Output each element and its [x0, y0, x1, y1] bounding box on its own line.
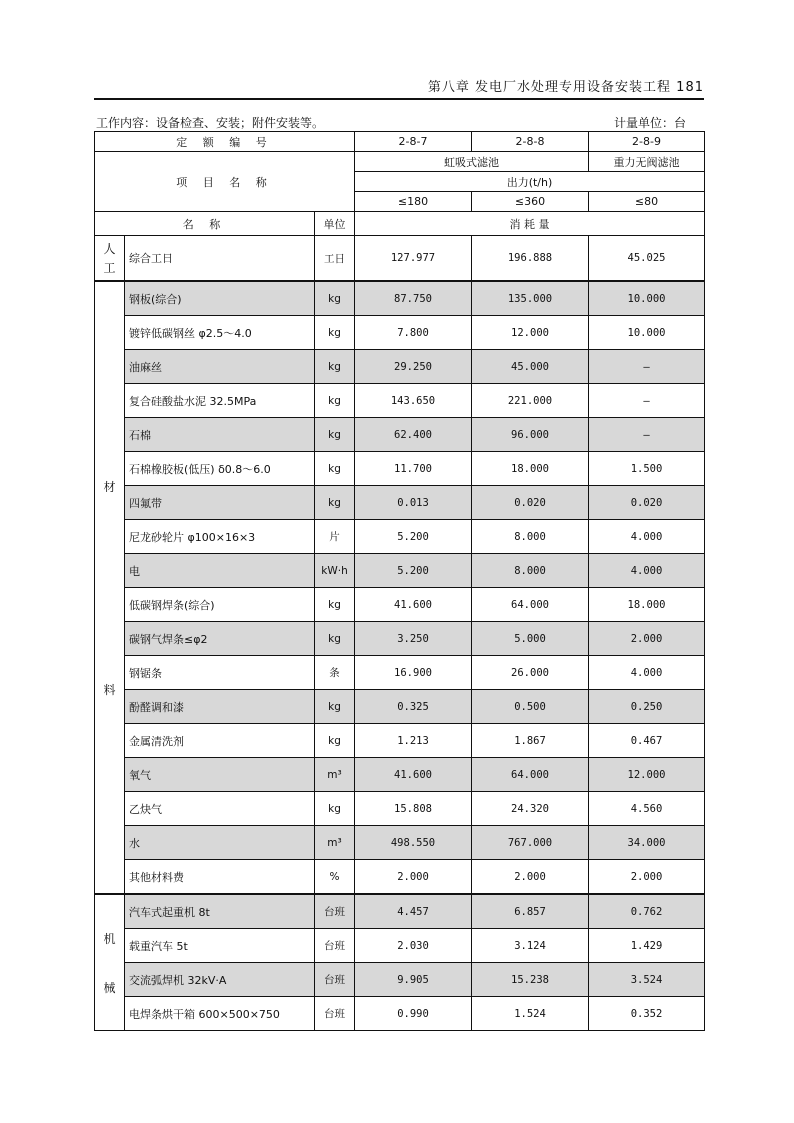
machines-row [95, 929, 705, 963]
item-name: 镀锌低碳钢丝 φ2.5～4.0 [125, 316, 315, 350]
code-row [95, 132, 705, 152]
item-name: 氧气 [125, 758, 315, 792]
code-3: 2-8-9 [589, 132, 705, 152]
item-value: 0.500 [472, 690, 589, 724]
item-value: 1.429 [589, 929, 705, 963]
materials-row [95, 452, 705, 486]
item-value: 10.000 [589, 281, 705, 316]
labor-row [95, 236, 705, 282]
item-value: 4.457 [355, 894, 472, 929]
materials-row [95, 554, 705, 588]
item-unit: 片 [315, 520, 355, 554]
category-labor-chars [95, 237, 124, 279]
item-value: 4.000 [589, 520, 705, 554]
item-unit: 台班 [315, 997, 355, 1031]
item-unit: 台班 [315, 894, 355, 929]
item-name: 酚醛调和漆 [125, 690, 315, 724]
item-value: 45.000 [472, 350, 589, 384]
item-value: 96.000 [472, 418, 589, 452]
item-value: 24.320 [472, 792, 589, 826]
item-value: — [589, 418, 705, 452]
item-value: 10.000 [589, 316, 705, 350]
item-value: 41.600 [355, 588, 472, 622]
type-siphon: 虹吸式滤池 [355, 152, 589, 172]
item-value: 64.000 [472, 758, 589, 792]
item-value: 12.000 [589, 758, 705, 792]
item-unit: kg [315, 690, 355, 724]
item-unit: kg [315, 316, 355, 350]
item-value: 2.000 [472, 860, 589, 895]
item-name: 碳钢气焊条≤φ2 [125, 622, 315, 656]
column-header-row [95, 212, 705, 236]
capacity-1: ≤180 [355, 192, 472, 212]
category-labor-char: 人 [103, 241, 116, 256]
item-value: 6.857 [472, 894, 589, 929]
item-value: 41.600 [355, 758, 472, 792]
output-label: 出力(t/h) [355, 172, 705, 192]
item-value: 196.888 [472, 236, 589, 282]
item-name: 汽车式起重机 8t [125, 894, 315, 929]
item-value: 498.550 [355, 826, 472, 860]
materials-row [95, 588, 705, 622]
item-value: 15.808 [355, 792, 472, 826]
item-value: 143.650 [355, 384, 472, 418]
item-value: 18.000 [589, 588, 705, 622]
item-unit: kg [315, 622, 355, 656]
category-material-char: 料 [103, 682, 116, 697]
type-gravity: 重力无阀滤池 [589, 152, 705, 172]
category-material-char: 材 [103, 479, 116, 494]
materials-row [95, 860, 705, 895]
item-unit: m³ [315, 826, 355, 860]
item-unit: kg [315, 418, 355, 452]
item-value: 87.750 [355, 281, 472, 316]
category-labor [95, 236, 125, 282]
materials-row [95, 792, 705, 826]
item-unit: 台班 [315, 963, 355, 997]
item-value: 64.000 [472, 588, 589, 622]
machines-row [95, 963, 705, 997]
item-name: 综合工日 [125, 236, 315, 282]
item-value: 2.000 [355, 860, 472, 895]
item-unit: kg [315, 724, 355, 758]
item-value: — [589, 350, 705, 384]
item-value: 4.560 [589, 792, 705, 826]
item-unit: kW·h [315, 554, 355, 588]
item-value: 0.250 [589, 690, 705, 724]
item-unit: kg [315, 350, 355, 384]
item-unit: 条 [315, 656, 355, 690]
item-value: 127.977 [355, 236, 472, 282]
item-value: 3.524 [589, 963, 705, 997]
materials-row [95, 384, 705, 418]
item-value: 5.200 [355, 554, 472, 588]
category-machine-char: 机 [103, 931, 116, 946]
item-value: 1.213 [355, 724, 472, 758]
materials-row [95, 316, 705, 350]
item-value: 8.000 [472, 520, 589, 554]
item-value: 0.020 [589, 486, 705, 520]
code-label: 定 额 编 号 [95, 132, 355, 152]
item-value: 1.867 [472, 724, 589, 758]
item-value: 767.000 [472, 826, 589, 860]
materials-row [95, 418, 705, 452]
type-row [95, 152, 705, 172]
item-value: 0.467 [589, 724, 705, 758]
item-value: 4.000 [589, 554, 705, 588]
item-name: 尼龙砂轮片 φ100×16×3 [125, 520, 315, 554]
item-label: 项 目 名 称 [95, 152, 355, 212]
code-1: 2-8-7 [355, 132, 472, 152]
item-value: 9.905 [355, 963, 472, 997]
item-name: 水 [125, 826, 315, 860]
item-unit: kg [315, 281, 355, 316]
item-name: 金属清洗剂 [125, 724, 315, 758]
item-value: 8.000 [472, 554, 589, 588]
item-unit: kg [315, 588, 355, 622]
item-name: 其他材料费 [125, 860, 315, 895]
page-header [94, 72, 704, 100]
machines-row [95, 997, 705, 1031]
item-value: 2.000 [589, 860, 705, 895]
category-labor-char: 工 [103, 261, 116, 276]
item-value: 221.000 [472, 384, 589, 418]
item-name: 钢锯条 [125, 656, 315, 690]
item-name: 载重汽车 5t [125, 929, 315, 963]
item-value: 0.352 [589, 997, 705, 1031]
col-consume: 消 耗 量 [355, 212, 705, 236]
subline [94, 114, 704, 130]
capacity-3: ≤80 [589, 192, 705, 212]
item-name: 低碳钢焊条(综合) [125, 588, 315, 622]
item-unit: m³ [315, 758, 355, 792]
item-value: 0.020 [472, 486, 589, 520]
item-name: 石棉橡胶板(低压) δ0.8～6.0 [125, 452, 315, 486]
materials-row [95, 724, 705, 758]
item-name: 复合硅酸盐水泥 32.5MPa [125, 384, 315, 418]
category-material [95, 281, 125, 894]
chapter-title: 第八章 发电厂水处理专用设备安装工程 181 [427, 80, 704, 95]
item-unit: 工日 [315, 236, 355, 282]
item-value: 11.700 [355, 452, 472, 486]
item-value: 2.000 [589, 622, 705, 656]
item-unit: kg [315, 452, 355, 486]
item-value: 0.762 [589, 894, 705, 929]
item-value: 0.325 [355, 690, 472, 724]
item-unit: 台班 [315, 929, 355, 963]
item-name: 电 [125, 554, 315, 588]
item-value: 1.500 [589, 452, 705, 486]
item-value: 45.025 [589, 236, 705, 282]
item-unit: kg [315, 384, 355, 418]
item-value: 7.800 [355, 316, 472, 350]
item-value: 5.000 [472, 622, 589, 656]
col-name: 名 称 [95, 212, 315, 236]
item-value: 29.250 [355, 350, 472, 384]
work-content: 工作内容：设备检查、安装；附件安装等。 [96, 116, 325, 130]
item-unit: % [315, 860, 355, 895]
materials-row [95, 826, 705, 860]
item-name: 四氟带 [125, 486, 315, 520]
machines-row [95, 894, 705, 929]
category-material-chars [95, 292, 124, 884]
item-name: 钢板(综合) [125, 281, 315, 316]
materials-row [95, 690, 705, 724]
materials-row [95, 758, 705, 792]
category-machine-chars [95, 898, 124, 1028]
category-machine [95, 894, 125, 1031]
materials-row [95, 350, 705, 384]
item-value: 5.200 [355, 520, 472, 554]
quota-table [94, 131, 705, 1031]
item-value: 3.250 [355, 622, 472, 656]
measure-unit: 计量单位：台 [613, 116, 686, 130]
materials-row [95, 520, 705, 554]
item-value: 15.238 [472, 963, 589, 997]
item-name: 乙炔气 [125, 792, 315, 826]
item-value: — [589, 384, 705, 418]
header-rule [94, 98, 704, 100]
item-value: 135.000 [472, 281, 589, 316]
item-name: 电焊条烘干箱 600×500×750 [125, 997, 315, 1031]
item-name: 交流弧焊机 32kV·A [125, 963, 315, 997]
col-unit: 单位 [315, 212, 355, 236]
item-value: 0.013 [355, 486, 472, 520]
item-value: 2.030 [355, 929, 472, 963]
item-value: 34.000 [589, 826, 705, 860]
item-value: 12.000 [472, 316, 589, 350]
item-name: 石棉 [125, 418, 315, 452]
materials-row [95, 656, 705, 690]
code-2: 2-8-8 [472, 132, 589, 152]
item-value: 16.900 [355, 656, 472, 690]
item-value: 1.524 [472, 997, 589, 1031]
capacity-2: ≤360 [472, 192, 589, 212]
materials-row [95, 486, 705, 520]
item-value: 0.990 [355, 997, 472, 1031]
materials-row [95, 281, 705, 316]
item-name: 油麻丝 [125, 350, 315, 384]
item-value: 18.000 [472, 452, 589, 486]
item-value: 3.124 [472, 929, 589, 963]
item-unit: kg [315, 792, 355, 826]
item-unit: kg [315, 486, 355, 520]
item-value: 26.000 [472, 656, 589, 690]
item-value: 4.000 [589, 656, 705, 690]
category-machine-char: 械 [103, 980, 116, 995]
materials-row [95, 622, 705, 656]
item-value: 62.400 [355, 418, 472, 452]
